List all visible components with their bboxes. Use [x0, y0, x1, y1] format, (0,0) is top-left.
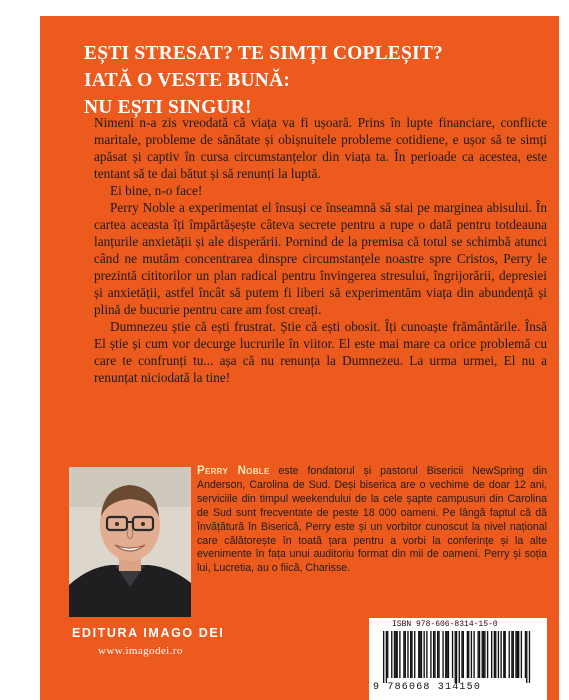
publisher-website: www.imagodei.ro — [98, 645, 183, 657]
barcode-icon — [383, 631, 533, 683]
barcode-box — [369, 618, 547, 700]
blurb-paragraph-2: Ei bine, n-o face! — [110, 183, 203, 198]
headline-line-1: EȘTI STRESAT? TE SIMȚI COPLEȘIT? — [84, 43, 443, 64]
author-bio — [197, 465, 547, 576]
headline-line-3: NU EȘTI SINGUR! — [84, 97, 252, 118]
blurb-paragraph-3: Perry Noble a experimentat el însuși ce înseamnă să stai pe marginea abisului. În cartea aceasta îți împărtășește câteva secrete pentru a rupe o dată pentru totdeauna lanțurile anxietății și ale disperării. Pornind de la premisa că totul se schimbă atunci când ne mutăm concentrarea dinspre circumstanțele noastre spre Cristos, Perry le prezintă cititorilor un plan radical pentru învingerea stresului, îngrijorării, depresiei și anxietății, astfel încât să putem fi liberi să experimentăm viața din abundență și plină de bucurie pentru care am fost creați. — [94, 200, 547, 317]
author-photo — [69, 467, 191, 617]
headline-line-2: IATĂ O VESTE BUNĂ: — [84, 70, 291, 91]
publisher-name: EDITURA IMAGO DEI — [72, 626, 225, 640]
author-name: Perry Noble — [197, 465, 270, 477]
headline — [84, 40, 544, 121]
author-portrait-icon — [69, 467, 191, 617]
author-bio-text: este fondatorul și pastorul Bisericii NewSpring din Anderson, Carolina de Sud. Deși biserica are o vechime de doar 12 ani, serviciile din timpul weekendului de la cele șapte campusuri din Carolina de Sud sunt frecventate de peste 18 000 oameni. Pe lângă faptul că dă învățătură în Biserică, Perry este și un vorbitor cunoscut la nivel național care călătorește în toată țara pentru a vorbi la conferințe și la alte evenimente în fața unui auditoriu format din mii de oameni. Perry și soția lui, Lucretia, au o fiică, Charisse. — [197, 465, 548, 575]
blurb-paragraph-1: Nimeni n-a zis vreodată că viața va fi ușoară. Prins în lupte financiare, conflicte maritale, probleme de sănătate și obișnuitele probleme cotidiene, e ușor să te simți apăsat și captiv în cursa circumstanțelor din viața ta. În perioade ca acestea, este tentant să te dai bătut și să renunți la luptă. — [94, 115, 547, 181]
blurb-paragraph-4: Dumnezeu știe că ești frustrat. Știe că ești obosit. Îți cunoaște frământările. Însă El știe și cum vor decurge lucrurile în viitor. El este mai mare ca orice problemă cu care te confrunți tu... așa că nu renunța la Dumnezeu. La urma urmei, El nu a renunțat niciodată la tine! — [94, 319, 547, 385]
barcode-digits: 9 786068 314150 — [373, 682, 482, 693]
back-cover — [40, 16, 559, 700]
blurb — [94, 114, 547, 386]
isbn-label: ISBN 978-606-8314-15-0 — [392, 620, 498, 629]
